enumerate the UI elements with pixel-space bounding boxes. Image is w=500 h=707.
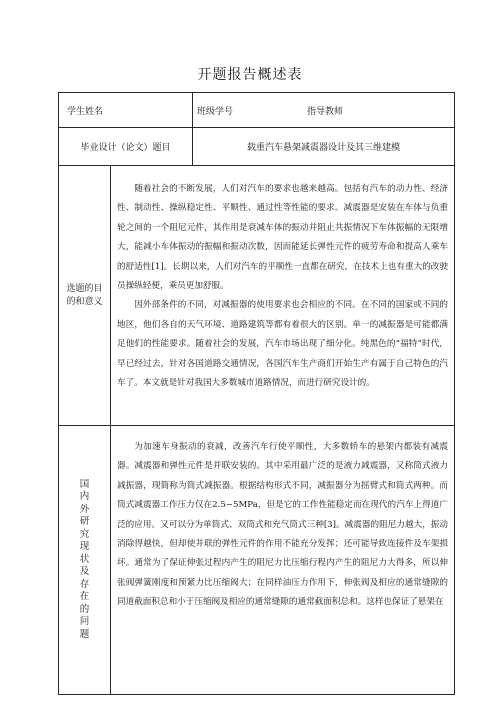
research-content [111, 426, 455, 695]
purpose-paragraph-2: 因外部条件的不同，对减振器的使用要求也会相应的不同。在不同的国家或不同的地区，他们各自的天气环境、道路建筑等都有着很大的区别。单一的减振器是可能都满足他们的性能要求。随着社会的发展，汽车市场出现了细分化。纯黑色的“福特”时代，早已经过去，针对各国道路交通情况，各国汽车生产商们开始生产有属于自己特色的汽车了。本文就是针对我国大多数城市道路情况，而进行研究设计的。 [117, 300, 449, 389]
header-row [59, 93, 455, 128]
research-paragraph-1: 为加速车身振动的衰减，改善汽车行使平顺性，大多数轿车的悬架内都装有减震器。减震器和弹性元件是并联安装的。其中采用最广泛的是液力减震器，又称筒式液力减振器，现简称为筒式减振器。根据结构形式不同，减振器分为摇臂式和筒式两种。而筒式减震器工作压力仅在2.5~5MPa，但是它的工作性能稳定而在现代的汽车上得道广泛的应用。又可以分为单筒式、双筒式和充气筒式三种[3]。减震器的阻尼力越大，振动消除得越快，但却使并联的弹性元件的作用不能充分发挥；还可能导致连接件及车架损坏。通常为了保证伸张过程内产生的阻尼力比压缩行程内产生的阻尼力大得多，所以伸张阀弹簧刚度和预紧力比压缩阀大；在同样油压力作用下，伸张阀及相应的通常缝隙的同道截面积总和小于压缩阀及相应的通常缝隙的通常截面积总和。这样也保证了悬架在 [117, 442, 449, 608]
purpose-label-cell [59, 166, 111, 426]
research-label-cell [59, 426, 111, 695]
topic-label: 毕业设计（论文）题目 [59, 128, 193, 166]
page-title: 开题报告概述表 [197, 67, 303, 83]
topic-value: 载重汽车悬架减震器设计及其三维建模 [193, 128, 455, 166]
topic-row [59, 128, 455, 166]
class-advisor-cell [193, 93, 455, 128]
purpose-label: 选题的目的和意义 [66, 283, 103, 307]
student-name-label: 学生姓名 [59, 93, 193, 128]
class-id-label: 班级学号 [197, 106, 234, 117]
purpose-row [59, 166, 455, 426]
purpose-paragraph-1: 随着社会的不断发展，人们对汽车的要求也越来越高。包括有汽车的动力性、经济性、制动性、操纵稳定性、平顺性、通过性等性能的要求。减震器是安装在车体与负重轮之间的一个阻尼元件，其作用是衰减车体的振动并阻止共振情况下车体振幅的无限增大，能减小车体振动的振幅和振动次数，因而能延长弹性元件的疲劳寿命和提高人乘车的舒适性[1]。长期以来，人们对汽车的平顺性一直都在研究，在技术上也有重大的改驶员操纵轻便，乘员更加舒服。 [117, 184, 449, 292]
purpose-content [111, 166, 455, 426]
research-label: 国内外研究现状及存在的问题 [79, 478, 90, 640]
research-row [59, 426, 455, 695]
advisor-label: 指导教师 [307, 106, 344, 117]
proposal-summary-table [58, 92, 455, 695]
